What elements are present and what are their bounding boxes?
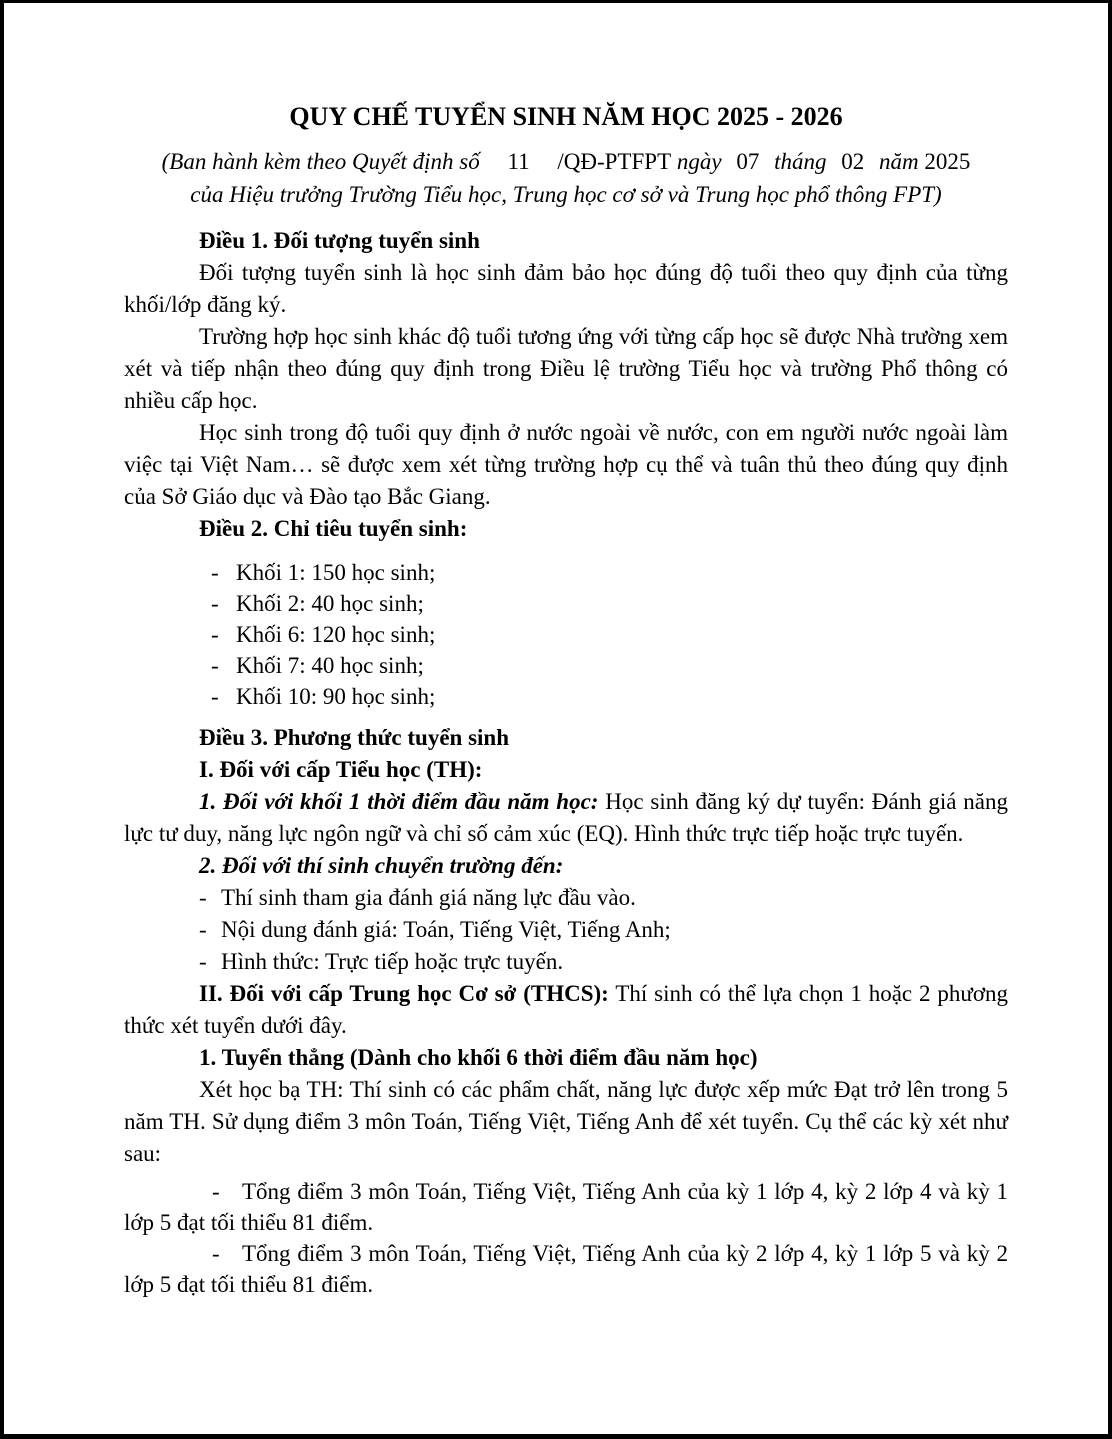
document-content xyxy=(4,3,1108,1300)
list-dash-marker: - xyxy=(211,622,219,647)
list-dash-marker: - xyxy=(212,1179,220,1204)
issue-pre-text: (Ban hành kèm theo Quyết định số xyxy=(161,149,480,174)
section-I-item-1-label: 1. Đối với khối 1 thời điểm đầu năm học: xyxy=(199,789,599,814)
transfer-bullet-1 xyxy=(124,882,1008,914)
section-I-item-2-heading: 2. Đối với thí sinh chuyển trường đến: xyxy=(199,853,564,878)
article-1-paragraph-1: Đối tượng tuyển sinh là học sinh đảm bảo học đúng độ tuổi theo quy định của từng khối/lớp đăng ký. xyxy=(124,260,1008,317)
article-1-paragraph-2: Trường hợp học sinh khác độ tuổi tương ứng với từng cấp học sẽ được Nhà trường xem xét và tiếp nhận theo đúng quy định trong Điều lệ trường Tiểu học và trường Phổ thông có nhiều cấp học. xyxy=(124,324,1008,413)
article-3-heading: Điều 3. Phương thức tuyển sinh xyxy=(199,725,510,750)
quota-item-grade-10 xyxy=(124,681,1008,712)
quota-item-text: Khối 7: 40 học sinh; xyxy=(236,653,424,678)
transfer-bullet-2 xyxy=(124,914,1008,946)
issue-statement-line2: của Hiệu trưởng Trường Tiểu học, Trung học cơ sở và Trung học phổ thông FPT) xyxy=(190,182,942,207)
transfer-bullet-text: Hình thức: Trực tiếp hoặc trực tuyến. xyxy=(221,949,564,974)
day-label: ngày xyxy=(676,149,722,174)
quota-item-text: Khối 6: 120 học sinh; xyxy=(236,622,436,647)
list-dash-marker: - xyxy=(211,591,219,616)
document-body xyxy=(124,225,1008,1300)
score-bullet-2 xyxy=(124,1238,1008,1300)
year-value: 2025 xyxy=(924,149,971,174)
method-1-heading: 1. Tuyển thẳng (Dành cho khối 6 thời điểm đầu năm học) xyxy=(199,1045,758,1070)
transfer-bullet-text: Thí sinh tham gia đánh giá năng lực đầu vào. xyxy=(221,885,636,910)
section-II-paragraph xyxy=(124,978,1008,1042)
section-I-item-1-text: Học sinh đăng ký dự tuyển: Đánh giá năng lực tư duy, năng lực ngôn ngữ và chỉ số cảm xúc (EQ). Hình thức trực tiếp hoặc trực tuyến. xyxy=(124,789,1009,846)
month-value: 02 xyxy=(841,149,865,174)
quota-item-grade-6 xyxy=(124,619,1008,650)
score-requirement-list xyxy=(124,1176,1008,1300)
article-1-heading: Điều 1. Đối tượng tuyển sinh xyxy=(199,228,480,253)
article-2-heading: Điều 2. Chỉ tiêu tuyển sinh: xyxy=(199,516,468,541)
quota-item-text: Khối 1: 150 học sinh; xyxy=(236,560,436,585)
quota-item-grade-7 xyxy=(124,650,1008,681)
issue-statement xyxy=(124,145,1008,211)
score-bullet-1 xyxy=(124,1176,1008,1238)
list-dash-marker: - xyxy=(199,917,207,942)
day-value: 07 xyxy=(736,149,760,174)
section-I-heading: I. Đối với cấp Tiểu học (TH): xyxy=(199,757,483,782)
list-dash-marker: - xyxy=(211,684,219,709)
list-dash-marker: - xyxy=(199,949,207,974)
score-bullet-text: Tổng điểm 3 môn Toán, Tiếng Việt, Tiếng Anh của kỳ 2 lớp 4, kỳ 1 lớp 5 và kỳ 2 lớp 5 đạt tối thiểu 81 điểm. xyxy=(124,1241,1008,1297)
section-II-heading: II. Đối với cấp Trung học Cơ sở (THCS): xyxy=(199,981,609,1006)
quota-list xyxy=(124,557,1008,712)
quota-item-text: Khối 2: 40 học sinh; xyxy=(236,591,424,616)
section-II-intro-text: Thí sinh có thể lựa chọn 1 hoặc 2 phương thức xét tuyển dưới đây. xyxy=(124,981,1008,1038)
method-1-paragraph: Xét học bạ TH: Thí sinh có các phẩm chất, năng lực được xếp mức Đạt trở lên trong 5 năm TH. Sử dụng điểm 3 môn Toán, Tiếng Việt, Tiếng Anh để xét tuyển. Cụ thể các kỳ xét như sau: xyxy=(124,1077,1008,1166)
decision-code: /QĐ-PTFPT xyxy=(557,149,672,174)
quota-item-grade-2 xyxy=(124,588,1008,619)
list-dash-marker: - xyxy=(211,653,219,678)
transfer-bullet-text: Nội dung đánh giá: Toán, Tiếng Việt, Tiếng Anh; xyxy=(221,917,671,942)
month-label: tháng xyxy=(774,149,827,174)
article-1-paragraph-3: Học sinh trong độ tuổi quy định ở nước ngoài về nước, con em người nước ngoài làm việc tại Việt Nam… sẽ được xem xét từng trường hợp cụ thể và tuân thủ theo đúng quy định của Sở Giáo dục và Đào tạo Bắc Giang. xyxy=(124,420,1008,509)
list-dash-marker: - xyxy=(212,1241,220,1266)
quota-item-grade-1 xyxy=(124,557,1008,588)
decision-number: 11 xyxy=(507,149,530,174)
quota-item-text: Khối 10: 90 học sinh; xyxy=(236,684,436,709)
score-bullet-text: Tổng điểm 3 môn Toán, Tiếng Việt, Tiếng Anh của kỳ 1 lớp 4, kỳ 2 lớp 4 và kỳ 1 lớp 5 đạt tối thiểu 81 điểm. xyxy=(124,1179,1008,1235)
list-dash-marker: - xyxy=(211,560,219,585)
transfer-bullet-3 xyxy=(124,946,1008,978)
document-title: QUY CHẾ TUYỂN SINH NĂM HỌC 2025 - 2026 xyxy=(289,102,843,131)
section-I-item-1-paragraph xyxy=(124,786,1008,850)
issue-statement-line1 xyxy=(124,145,1008,178)
year-label: năm xyxy=(878,149,919,174)
list-dash-marker: - xyxy=(199,885,207,910)
